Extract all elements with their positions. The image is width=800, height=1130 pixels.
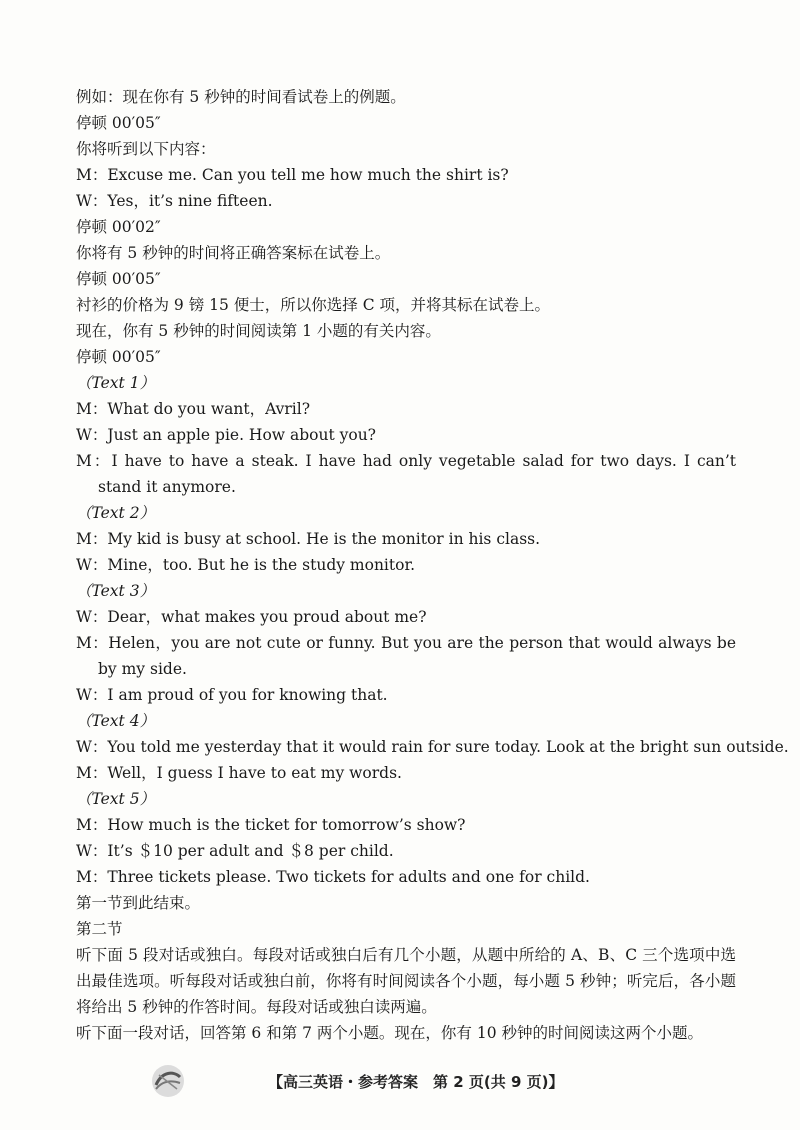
instruction-line: 你将有 5 秒钟的时间将正确答案标在试卷上。 bbox=[76, 244, 391, 262]
page-footer bbox=[0, 1063, 800, 1103]
dialogue-line: M：Excuse me. Can you tell me how much the shirt is? bbox=[76, 166, 509, 184]
transcript-body bbox=[76, 84, 789, 1046]
instruction-line: 你将听到以下内容： bbox=[76, 140, 216, 158]
text-label: （Text 5） bbox=[76, 790, 156, 808]
text-label: （Text 3） bbox=[76, 582, 156, 600]
instruction-line: 现在，你有 5 秒钟的时间阅读第 1 小题的有关内容。 bbox=[76, 322, 441, 340]
dialogue-line: M：Well，I guess I have to eat my words. bbox=[76, 764, 402, 782]
footer-page-label: 【高三英语・参考答案 第 2 页(共 9 页)】 bbox=[268, 1073, 564, 1091]
text-label: （Text 2） bbox=[76, 504, 156, 522]
dialogue-line: W：You told me yesterday that it would rain for sure today. Look at the bright sun outside. bbox=[76, 738, 789, 756]
dialogue-line: W：Yes，it’s nine fifteen. bbox=[76, 192, 273, 210]
pause-marker: 停顿 00′05″ bbox=[76, 348, 161, 366]
section-heading: 第二节 bbox=[76, 920, 123, 938]
instruction-line: 衬衫的价格为 9 镑 15 便士，所以你选择 C 项，并将其标在试卷上。 bbox=[76, 296, 551, 314]
dialogue-line: M：My kid is busy at school. He is the monitor in his class. bbox=[76, 530, 541, 548]
section-instructions: 听下面 5 段对话或独白。每段对话或独白后有几个小题，从题中所给的 A、B、C 三个选项中选出最佳选项。听每段对话或独白前，你将有时间阅读各个小题，每小题 5 秒钟；听完后，各小题将给出 5 秒钟的作答时间。每段对话或独白读两遍。 bbox=[76, 946, 736, 1016]
pause-marker: 停顿 00′05″ bbox=[76, 270, 161, 288]
dialogue-line: W：Dear，what makes you proud about me? bbox=[76, 608, 427, 626]
dialogue-line: M：Three tickets please. Two tickets for adults and one for child. bbox=[76, 868, 590, 886]
text-label: （Text 1） bbox=[76, 374, 156, 392]
dialogue-line: M：I have to have a steak. I have had only vegetable salad for two days. I can’t stand it anymore. bbox=[76, 452, 736, 496]
dialogue-line: M：What do you want，Avril? bbox=[76, 400, 311, 418]
publisher-logo-icon bbox=[150, 1063, 186, 1099]
pause-marker: 停顿 00′05″ bbox=[76, 114, 161, 132]
dialogue-line: W：Mine，too. But he is the study monitor. bbox=[76, 556, 416, 574]
dialogue-line: W：It’s ＄10 per adult and ＄8 per child. bbox=[76, 842, 394, 860]
pause-marker: 停顿 00′02″ bbox=[76, 218, 161, 236]
text-label: （Text 4） bbox=[76, 712, 156, 730]
example-instruction: 例如：现在你有 5 秒钟的时间看试卷上的例题。 bbox=[76, 88, 406, 106]
dialogue-line: M：Helen，you are not cute or funny. But you are the person that would always be by my side. bbox=[76, 634, 736, 678]
dialogue-line: W：Just an apple pie. How about you? bbox=[76, 426, 376, 444]
dialogue-line: W：I am proud of you for knowing that. bbox=[76, 686, 388, 704]
dialogue-line: M：How much is the ticket for tomorrow’s show? bbox=[76, 816, 466, 834]
section-end-note: 第一节到此结束。 bbox=[76, 894, 201, 912]
instruction-line: 听下面一段对话，回答第 6 和第 7 两个小题。现在，你有 10 秒钟的时间阅读这两个小题。 bbox=[76, 1024, 704, 1042]
